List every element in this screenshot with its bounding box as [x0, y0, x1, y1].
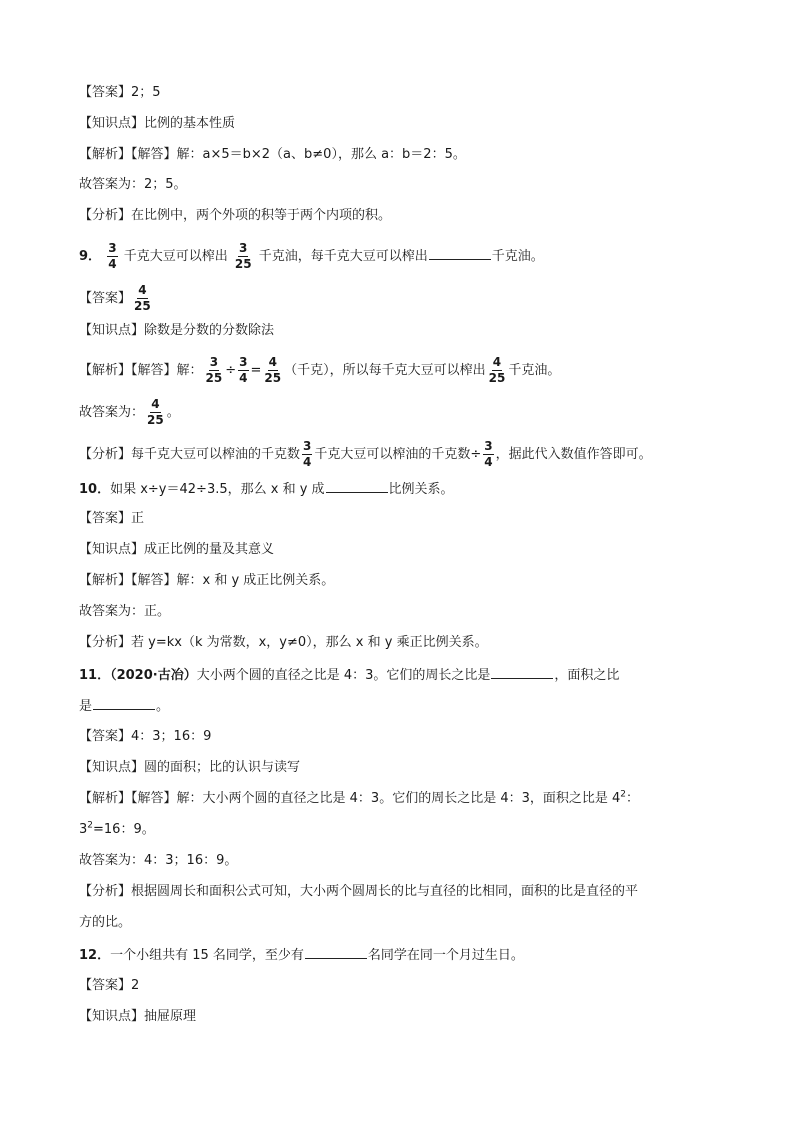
q11-solution-cont: $3^2=16$：9。 [79, 820, 155, 837]
q8-answer: 2；5 [131, 85, 161, 100]
q11-text: 是 [79, 699, 93, 714]
question-number: 9． [79, 249, 102, 264]
q12-text: 一个小组共有 15 名同学，至少有 [110, 948, 304, 963]
conclusion-label: 故答案为： [79, 604, 145, 619]
knowledge-label: 【知识点】 [79, 542, 145, 557]
q11-analysis-line: 【分析】根据圆周长和面积公式可知，大小两个圆周长的比与直径的比相同，面积的比是直径的平 [79, 884, 639, 899]
q11-knowledge-line [79, 757, 734, 779]
analysis-solve-label: 【解析】【解答】 [79, 791, 177, 806]
q12-answer-line [79, 975, 734, 997]
conclusion-label: 故答案为： [79, 853, 145, 868]
answer-label: 【答案】 [79, 978, 132, 993]
q8-conclusion: 2；5。 [144, 177, 187, 192]
q9-solution-line: 【解析】【解答】解： $\frac{3}{25}$ ÷ $\frac{3}{4}$ = $\frac{4}{25}$ （千克），所以每千克大豆可以榨出 $\frac{4}{25}$ 千克油。 [79, 355, 561, 385]
q12-text: 名同学在同一个月过生日。 [367, 948, 524, 963]
answer-blank [491, 663, 553, 679]
q9-answer-fraction: $\frac{4}{25}$ [134, 283, 151, 313]
q9-conclusion-line: 故答案为： $\frac{4}{25}$ 。 [79, 397, 180, 427]
q8-solution: 解：a×5＝b×2（a、b≠0），那么 a：b＝2：5。 [176, 147, 466, 162]
q10-text: 如果 x÷y＝42÷3.5，那么 x 和 y 成 [110, 482, 325, 497]
q9-knowledge: 除数是分数的分数除法 [144, 323, 275, 338]
q11-conclusion: 4：3；16：9。 [144, 853, 238, 868]
analysis-solve-label: 【解析】【解答】 [79, 363, 177, 378]
knowledge-label: 【知识点】 [79, 1009, 145, 1024]
q9-text: 千克油。 [491, 249, 544, 264]
q8-answer-line [79, 82, 734, 104]
question-number: 10． [79, 482, 111, 497]
q9-sol-fraction: $\frac{3}{25}$ [205, 355, 223, 385]
q9-text: 千克大豆可以榨出 [123, 249, 228, 264]
q10-analysis-line [79, 632, 734, 654]
q12-answer: 2 [131, 978, 140, 993]
q10-answer: 正 [131, 511, 145, 526]
answer-label: 【答案】 [79, 511, 132, 526]
q8-conclusion-line [79, 174, 734, 196]
answer-label: 【答案】 [79, 291, 132, 306]
q9-sol-fraction: $\frac{4}{25}$ [264, 355, 282, 385]
q11-text: ，面积之比 [554, 668, 620, 683]
q11-analysis-cont: 方的比。 [79, 915, 132, 930]
q12-knowledge: 抽屉原理 [144, 1009, 197, 1024]
q11-source: （2020·古冶） [110, 668, 197, 683]
q11-text: 大小两个圆的直径之比是 4：3。它们的周长之比是 [196, 668, 491, 683]
knowledge-label: 【知识点】 [79, 760, 145, 775]
q9-analysis-fraction: $\frac{3}{4}$ [303, 439, 312, 469]
analysis-label: 【分析】 [79, 447, 132, 462]
q8-solution-line [79, 144, 734, 166]
q10-text: 比例关系。 [388, 482, 454, 497]
knowledge-label: 【知识点】 [79, 323, 145, 338]
q11-text: 。 [156, 699, 170, 714]
q11-conclusion-line [79, 850, 734, 872]
q9-question [79, 241, 734, 271]
q9-sol-fraction: $\frac{4}{25}$ [488, 355, 506, 385]
q10-knowledge: 成正比例的量及其意义 [144, 542, 275, 557]
analysis-label: 【分析】 [79, 635, 132, 650]
q9-analysis-line: 【分析】每千克大豆可以榨油的千克数 $\frac{3}{4}$ 千克大豆可以榨油的千克数÷ $\frac{3}{4}$ ，据此代入数值作答即可。 [79, 439, 652, 469]
q8-knowledge: 比例的基本性质 [144, 116, 236, 131]
q11-question [79, 663, 734, 685]
q9-analysis-fraction: $\frac{3}{4}$ [484, 439, 493, 469]
analysis-label: 【分析】 [79, 208, 132, 223]
q11-answer: 4：3；16：9 [131, 729, 212, 744]
question-number: 12． [79, 948, 111, 963]
answer-label: 【答案】 [79, 729, 132, 744]
answer-label: 【答案】 [79, 85, 132, 100]
q9-fraction-three-25ths: $\frac{3}{25}$ [234, 241, 252, 271]
analysis-solve-label: 【解析】【解答】 [79, 147, 177, 162]
q9-text: 千克油，每千克大豆可以榨出 [258, 249, 428, 264]
q10-answer-line [79, 508, 734, 530]
question-number: 11． [79, 668, 111, 683]
analysis-label: 【分析】 [79, 884, 132, 899]
q10-knowledge-line [79, 539, 734, 561]
q9-sol-fraction: $\frac{3}{4}$ [239, 355, 248, 385]
q10-conclusion-line [79, 601, 734, 623]
q10-question [79, 477, 734, 499]
q12-question [79, 943, 734, 965]
q10-solution: 解：x 和 y 成正比例关系。 [176, 573, 335, 588]
answer-blank [93, 694, 155, 710]
conclusion-label: 故答案为： [79, 405, 145, 420]
q11-question-cont [79, 694, 734, 716]
q12-knowledge-line [79, 1006, 734, 1028]
q9-answer-line [79, 283, 734, 313]
q11-solution-line: 【解析】【解答】解：大小两个圆的直径之比是 4：3。它们的周长之比是 4：3，面积之比是 $4^2$： [79, 789, 640, 806]
analysis-solve-label: 【解析】【解答】 [79, 573, 177, 588]
q10-solution-line [79, 570, 734, 592]
q8-knowledge-line [79, 113, 734, 135]
answer-blank [429, 244, 491, 260]
conclusion-label: 故答案为： [79, 177, 145, 192]
answer-blank [305, 943, 367, 959]
q9-knowledge-line [79, 320, 734, 342]
answer-blank [326, 477, 388, 493]
q10-analysis: 若 y=kx（k 为常数，x，y≠0），那么 x 和 y 乘正比例关系。 [131, 635, 488, 650]
q11-knowledge: 圆的面积；比的认识与读写 [144, 760, 301, 775]
q11-answer-line [79, 726, 734, 748]
q9-conclusion-fraction: $\frac{4}{25}$ [147, 397, 164, 427]
knowledge-label: 【知识点】 [79, 116, 145, 131]
q9-fraction-three-quarters: $\frac{3}{4}$ [108, 241, 117, 271]
q10-conclusion: 正。 [144, 604, 171, 619]
q8-analysis: 在比例中，两个外项的积等于两个内项的积。 [131, 208, 392, 223]
q8-analysis-line [79, 205, 734, 227]
